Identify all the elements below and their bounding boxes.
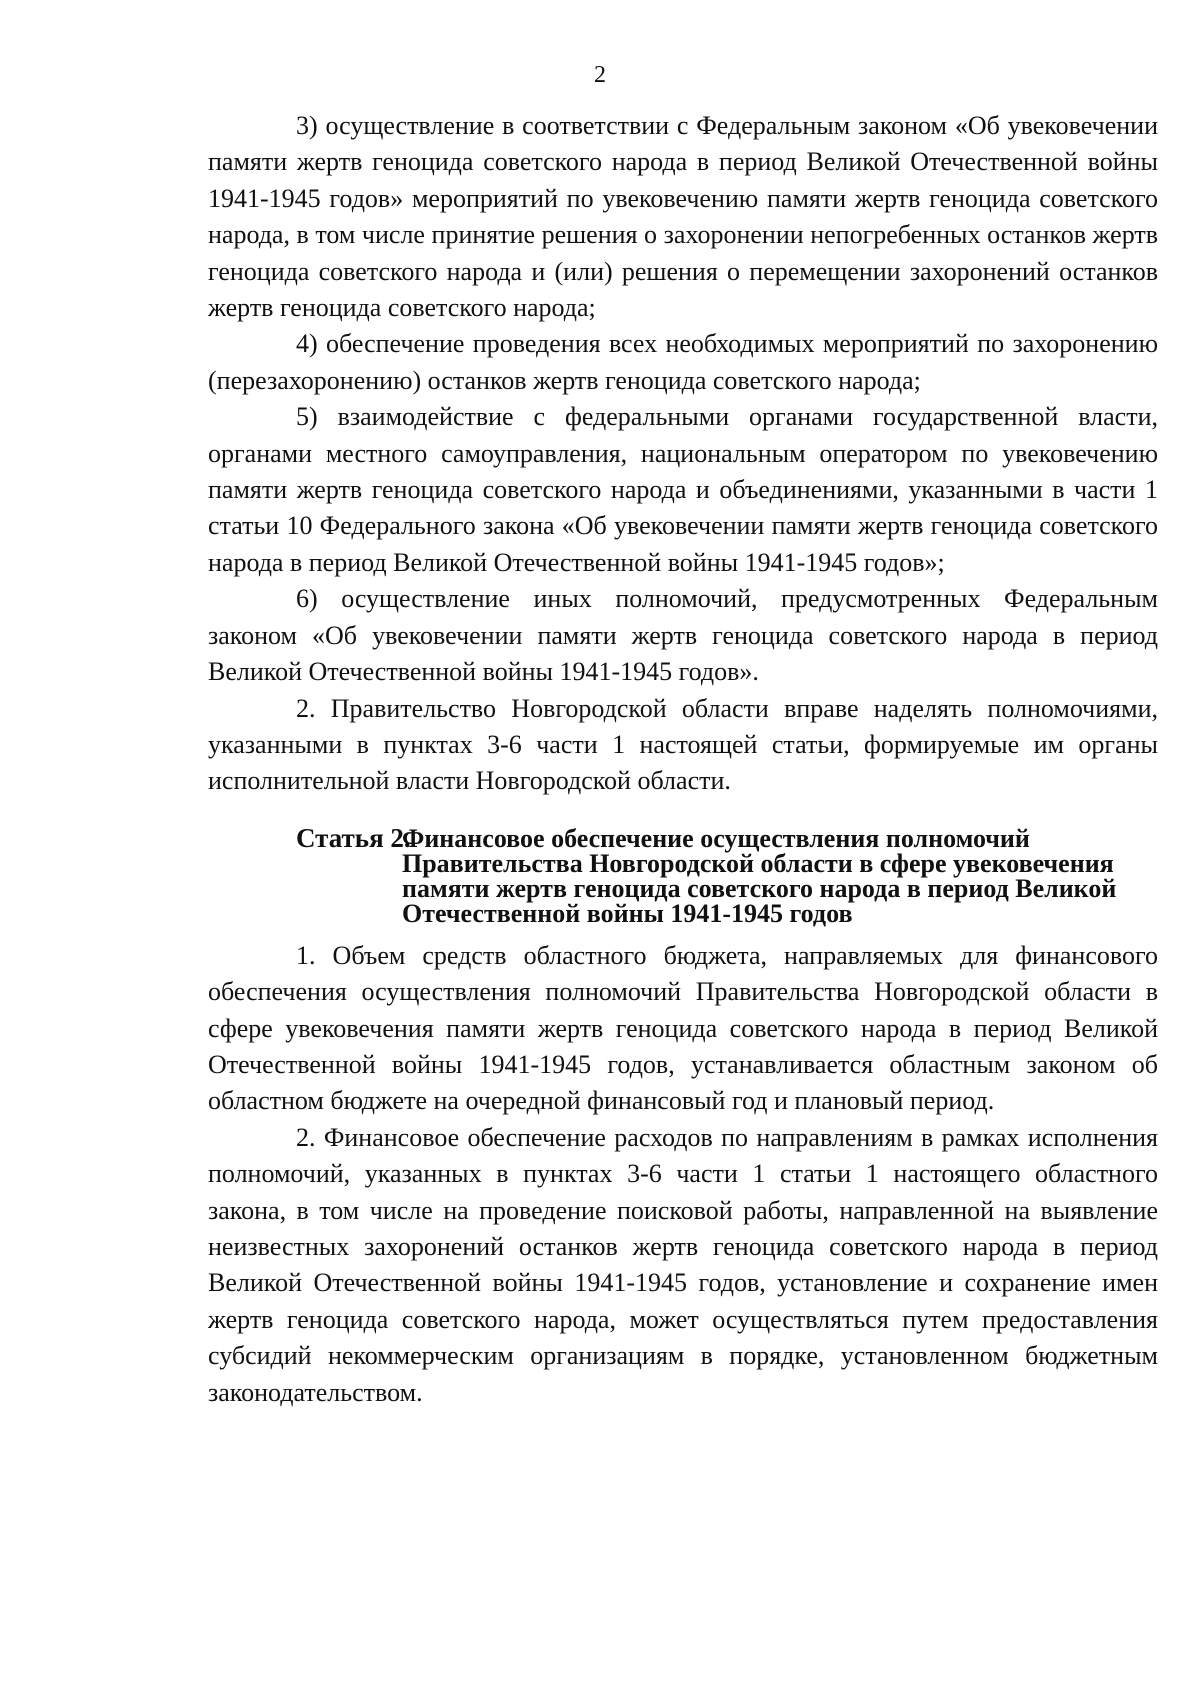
document-body (208, 108, 1158, 1411)
list-item-5: 5) взаимодействие с федеральными органами государственной власти, органами местного самоуправления, национальным оператором по увековечению памяти жертв геноцида советского народа и объединениями, указанными в части 1 статьи 10 Федерального закона «Об увековечении памяти жертв геноцида советского народа в период Великой Отечественной войны 1941-1945 годов»; (208, 402, 1158, 577)
list-item-4: 4) обеспечение проведения всех необходимых мероприятий по захоронению (перезахоронению) останков жертв геноцида советского народа; (208, 329, 1158, 395)
list-item-3: 3) осуществление в соответствии с Федеральным законом «Об увековечении памяти жертв геноцида советского народа в период Великой Отечественной войны 1941-1945 годов» мероприятий по увековечению памяти жертв геноцида советского народа, в том числе принятие решения о захоронении непогребенных останков жертв геноцида советского народа и (или) решения о перемещении захоронений останков жертв геноцида советского народа; (208, 111, 1158, 323)
article2-paragraph-2: 2. Финансовое обеспечение расходов по направлениям в рамках исполнения полномочий, указанных в пунктах 3-6 части 1 статьи 1 настоящего областного закона, в том числе на проведение поисковой работы, направленной на выявление неизвестных захоронений останков жертв геноцида советского народа в период Великой Отечественной войны 1941-1945 годов, установление и сохранение имен жертв геноцида советского народа, может осуществляться путем предоставления субсидий некоммерческим организациям в порядке, установленном бюджетным законодательством. (208, 1122, 1158, 1407)
article-heading (208, 822, 1158, 928)
article1-part2: 2. Правительство Новгородской области вправе наделять полномочиями, указанными в пунктах 3-6 части 1 настоящей статьи, формируемые им органы исполнительной власти Новгородской области. (208, 693, 1158, 796)
article-number: Статья 2. (296, 822, 411, 853)
article2-paragraph-1: 1. Объем средств областного бюджета, направляемых для финансового обеспечения осуществления полномочий Правительства Новгородской области в сфере увековечения памяти жертв геноцида советского народа в период Великой Отечественной войны 1941-1945 годов, устанавливается областным законом об областном бюджете на очередной финансовый год и плановый период. (208, 940, 1158, 1116)
article-title: Финансовое обеспечение осуществления полномочий Правительства Новгородской области в сфере увековечения памяти жертв геноцида советского народа в период Великой Отечественной войны 1941-1945 годов (402, 823, 1117, 928)
list-item-6: 6) осуществление иных полномочий, предусмотренных Федеральным законом «Об увековечении памяти жертв геноцида советского народа в период Великой Отечественной войны 1941-1945 годов». (208, 584, 1158, 687)
page-number: 2 (594, 62, 606, 88)
